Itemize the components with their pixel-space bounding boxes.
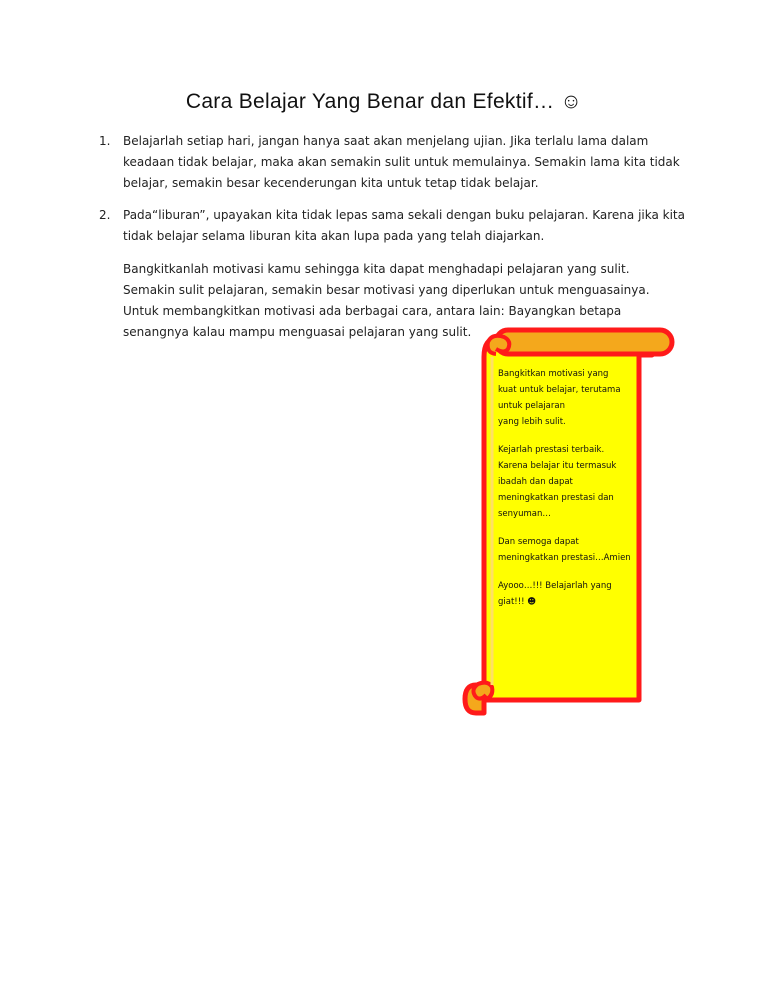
list-item: [99, 131, 689, 194]
list-item-text: Belajarlah setiap hari, jangan hanya saat akan menjelang ujian. Jika terlalu lama dalam keadaan tidak belajar, maka akan semakin sulit untuk memulainya. Semakin lama kita tidak belajar, semakin besar kecenderungan kita untuk tetap tidak belajar.: [123, 134, 680, 190]
page-title: Cara Belajar Yang Benar dan Efektif… ☺: [185, 90, 583, 113]
scroll-text-block: Kejarlah prestasi terbaik. Karena belajar itu termasuk ibadah dan dapat meningkatkan prestasi dan senyuman…: [498, 445, 617, 519]
list-item-text: Pada“liburan”, upayakan kita tidak lepas sama sekali dengan buku pelajaran. Karena jika kita tidak belajar selama liburan kita akan lupa pada yang telah diajarkan.: [123, 208, 685, 243]
scroll-text-block: Ayooo…!!! Belajarlah yang giat!!! ☻: [498, 581, 612, 607]
scroll-text: [498, 366, 646, 622]
list-item: [99, 205, 689, 247]
scroll-text-block: Dan semoga dapat meningkatkan prestasi…Amien: [498, 537, 631, 563]
scroll-text-block: Bangkitkan motivasi yang kuat untuk belajar, terutama untuk pelajaran yang lebih sulit.: [498, 369, 621, 427]
list-item-number: 2.: [99, 208, 111, 222]
list-item-number: 1.: [99, 134, 111, 148]
body-paragraph: Bangkitkanlah motivasi kamu sehingga kita dapat menghadapi pelajaran yang sulit. Semakin sulit pelajaran, semakin besar motivasi yang diperlukan untuk menguasainya. Untuk membangkitkan motivasi ada berbagai cara, antara lain: Bayangkan betapa senangnya kalau mampu menguasai pelajaran yang sulit.: [123, 262, 650, 339]
